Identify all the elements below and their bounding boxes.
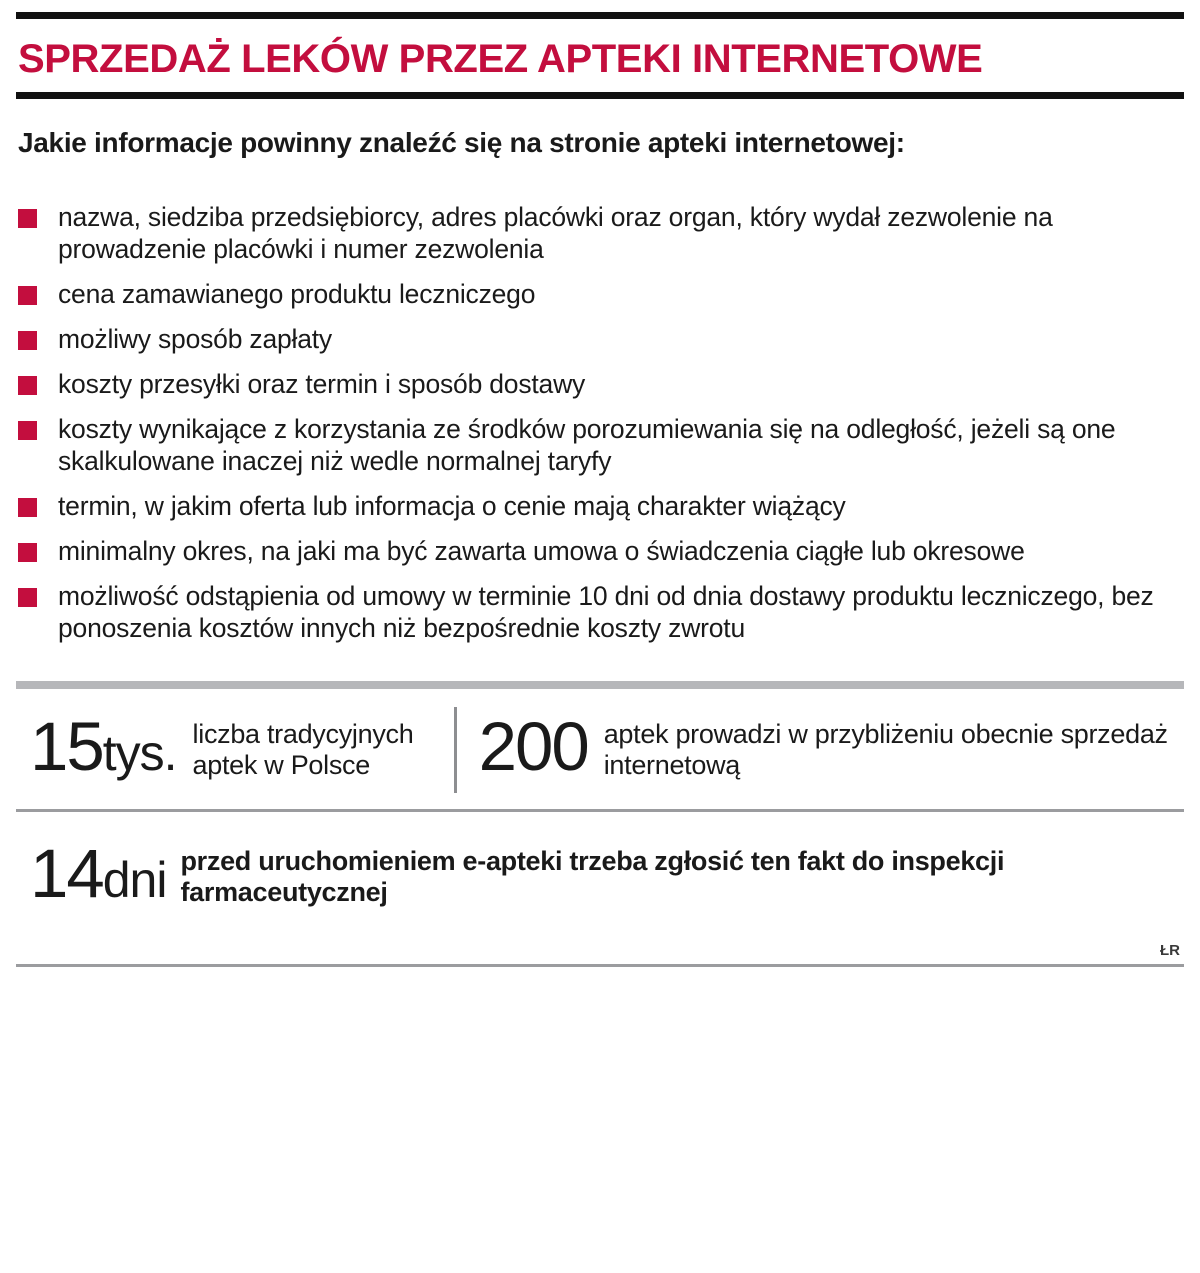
stat-label: przed uruchomieniem e-apteki trzeba zgłosić ten fakt do inspekcji farmaceutycznej [180, 846, 1005, 907]
square-bullet-icon [18, 286, 37, 305]
list-item [16, 490, 1184, 522]
list-item [16, 368, 1184, 400]
page-title: SPRZEDAŻ LEKÓW PRZEZ APTEKI INTERNETOWE [18, 37, 983, 81]
list-item-label: nazwa, siedziba przedsiębiorcy, adres placówki oraz organ, który wydał zezwolenie na prowadzenie placówki i numer zezwolenia [58, 202, 1053, 264]
stat-number-text: 15 [30, 708, 103, 785]
stat-value [30, 835, 167, 916]
stat-number-text: 14 [30, 835, 103, 912]
list-item [16, 413, 1184, 477]
infographic-page [0, 12, 1200, 1273]
stat-label: liczba tradycyjnych aptek w Polsce [192, 719, 414, 780]
list-item-label: koszty wynikające z korzystania ze środków porozumiewania się na odległość, jeżeli są one skalkulowane inaczej niż wedle normalnej taryfy [58, 414, 1116, 476]
list-item-label: cena zamawianego produktu leczniczego [58, 279, 536, 309]
stat-online-pharmacies [478, 708, 1184, 789]
square-bullet-icon [18, 376, 37, 395]
list-item-label: minimalny okres, na jaki ma być zawarta umowa o świadczenia ciągłe lub okresowe [58, 536, 1025, 566]
stat-traditional-pharmacies [16, 708, 454, 789]
stat-unit-text: tys. [102, 725, 177, 781]
list-item [16, 278, 1184, 310]
list-item [16, 580, 1184, 644]
square-bullet-icon [18, 421, 37, 440]
bottom-rule [16, 964, 1184, 967]
stat-unit-text: dni [102, 852, 167, 908]
list-item-label: możliwość odstąpienia od umowy w terminie 10 dni od dnia dostawy produktu leczniczego, bez ponoszenia kosztów innych niż bezpośrednie koszty zwrotu [58, 581, 1154, 643]
top-rule [16, 12, 1184, 19]
square-bullet-icon [18, 331, 37, 350]
square-bullet-icon [18, 209, 37, 228]
stat-value [30, 708, 177, 789]
square-bullet-icon [18, 543, 37, 562]
list-item-label: termin, w jakim oferta lub informacja o cenie mają charakter wiążący [58, 491, 846, 521]
subtitle: Jakie informacje powinny znaleźć się na stronie apteki internetowej: [18, 127, 905, 158]
requirements-list [16, 159, 1184, 644]
stats-vertical-divider [454, 707, 457, 793]
list-item [16, 323, 1184, 355]
list-item [16, 535, 1184, 567]
title-underline-rule [16, 92, 1184, 99]
square-bullet-icon [18, 588, 37, 607]
list-item [16, 201, 1184, 265]
list-item-label: koszty przesyłki oraz termin i sposób dostawy [58, 369, 586, 399]
square-bullet-icon [18, 498, 37, 517]
secondary-stats-row [16, 812, 1184, 936]
list-item-label: możliwy sposób zapłaty [58, 324, 332, 354]
primary-stats-row [16, 689, 1184, 809]
stat-label: aptek prowadzi w przybliżeniu obecnie sprzedaż internetową [603, 719, 1168, 780]
stats-top-divider [16, 681, 1184, 689]
stat-value [478, 708, 588, 789]
author-credit: ŁR [1160, 942, 1180, 959]
stat-number-text: 200 [478, 708, 588, 785]
